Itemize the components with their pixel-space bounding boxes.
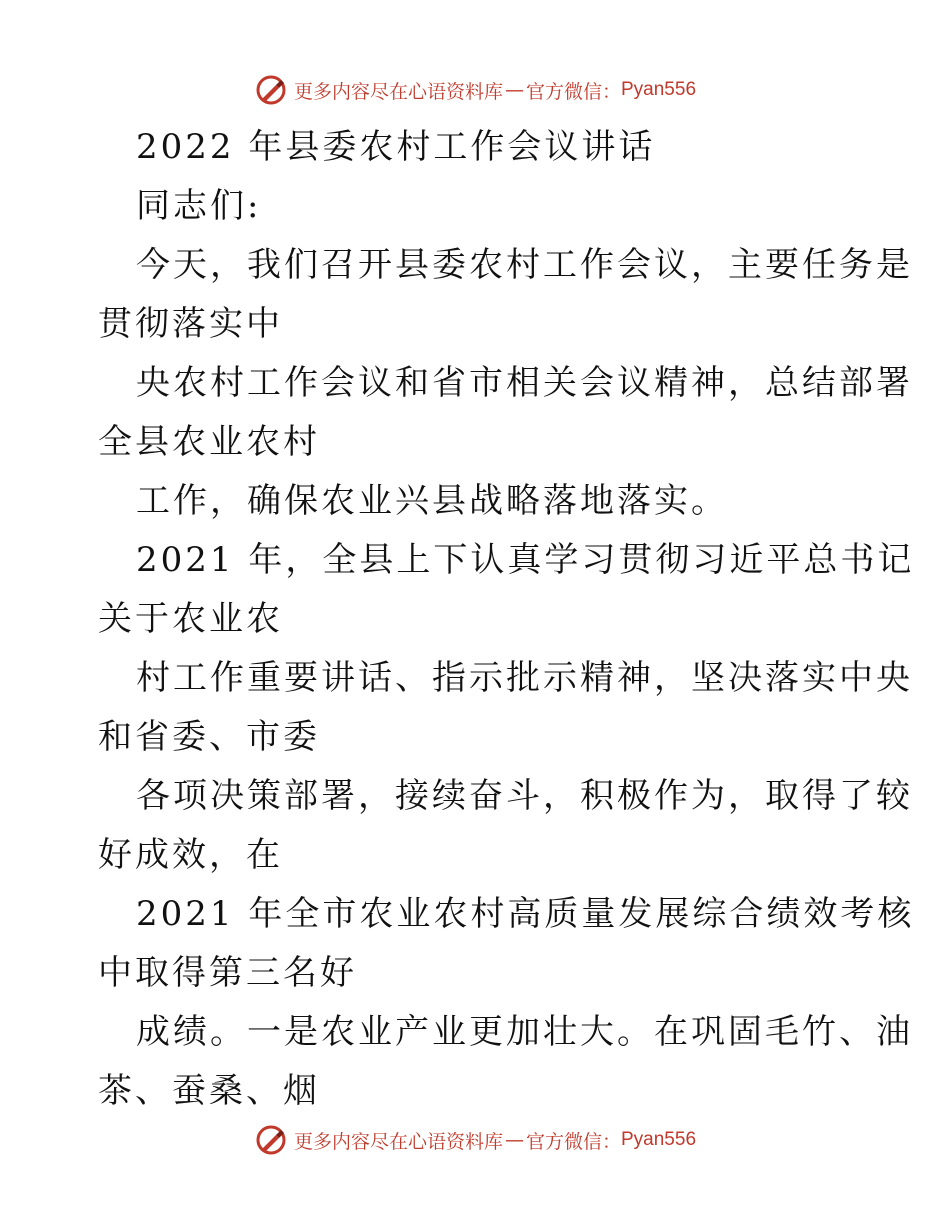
paragraph-line: 和省委、市委 [98,717,320,757]
paragraph-line: 关于农业农 [98,599,283,639]
pen-seal-icon [254,1123,288,1157]
paragraph-line: 今天，我们召开县委农村工作会议，主要任务是 [136,245,913,285]
paragraph-line: 中取得第三名好 [98,953,357,993]
footer-banner [0,1120,950,1160]
paragraph-line: 2021 年，全县上下认真学习贯彻习近平总书记 [136,540,915,580]
pen-seal-icon [254,73,288,107]
paragraph-line: 全县农业农村 [98,422,320,462]
banner-dash: — [504,79,524,101]
paragraph-line: 2021 年全市农业农村高质量发展综合绩效考核 [136,894,915,934]
banner-official-label: 官方微信： [525,80,621,103]
document-title: 2022 年县委农村工作会议讲话 [136,127,656,167]
paragraph-line: 成绩。一是农业产业更加壮大。在巩固毛竹、油 [136,1012,913,1052]
paragraph-line: 工作，确保农业兴县战略落地落实。 [136,481,728,521]
paragraph-line: 好成效，在 [98,835,283,875]
paragraph-line: 同志们: [136,186,262,226]
document-body [98,118,915,1121]
banner-wechat-id: Pyan556 [621,79,697,100]
banner-dash: — [504,1129,524,1151]
header-banner [0,70,950,110]
paragraph-line: 央农村工作会议和省市相关会议精神，总结部署 [136,363,913,403]
paragraph-line: 各项决策部署，接续奋斗，积极作为，取得了较 [136,776,913,816]
banner-brand: 更多内容尽在心语资料库 [293,1130,503,1153]
banner-wechat-id: Pyan556 [621,1129,697,1150]
paragraph-line: 茶、蚕桑、烟 [98,1071,320,1111]
paragraph-line: 贯彻落实中 [98,304,283,344]
banner-official-label: 官方微信： [525,1130,621,1153]
paragraph-line: 村工作重要讲话、指示批示精神，坚决落实中央 [136,658,913,698]
banner-brand: 更多内容尽在心语资料库 [293,80,503,103]
